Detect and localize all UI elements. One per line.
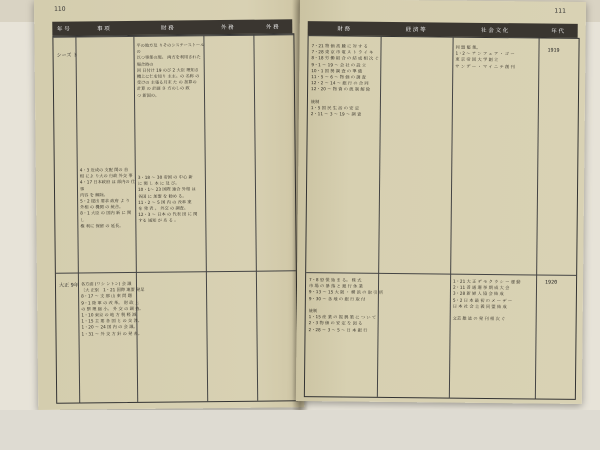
header-finance: 財 務 — [160, 25, 174, 32]
era-label-top: シーズ ト — [56, 52, 78, 59]
header-foreign-2: 外 務 — [265, 24, 279, 31]
header-foreign: 外 務 — [220, 24, 234, 32]
left-page-number: 110 — [54, 5, 66, 13]
header-era: 年 号 — [56, 26, 70, 33]
header-r-year: 年 代 — [551, 28, 565, 35]
year-label-bottom: 1920 — [545, 279, 558, 286]
era-label-bottom: 大正 9年 — [58, 282, 79, 289]
header-r-finance: 財 務 — [337, 26, 351, 33]
right-block-finance-bottom: 7・8 恐 慌 始 ま る。 株 式 市 場 の 暴 落 と 銀 行 休 業 9・13 ～ 15 大 阪 ・ 横 浜 の 取 引 所 9・30 ～ 各 地 の 銀 行 取 付 統制 1・15 産 業 の 振 興 策 に つ い て 2・3 物 価 の 安 定 を 図 る 2・28 ～ 3 ～ 5 ～ 日 本 銀 行 — [308, 277, 384, 333]
right-block-society-top: 同 盟 罷 業。 1・2 ～ ア ン フ ェ ア ・ ゴ ー 東 京 帝 国 大 学 創 立 サ ン デ ー ・ マ イ ニ チ 創 刊 — [455, 44, 515, 69]
right-block-finance-top: 7・21 物 価 高 騰 に 対 す る 7・28 東 京 市 電 ス ト ラ イ キ 8・18 労 働 組 合 の 結 成 相 次 ぐ 9・1 ～ 19 ～ 会 社 の 設 立 10・1 国 勢 調 査 の 準 備 11・5 ～ 6 ～ 物 価 の 調 査 12・2 ～ 14 ～ 銀 行 の 合 同 12・20 ～ 物 資 の 統 制 解 除 統制 1・5 国 民 生 活 の 安 定 2・11 ～ 3 ～ 19 ～ 調 査 — [310, 43, 379, 117]
left-block-finance-top: 平の地方及 りそのシステーストールの 以つ事業の現。 両方を利用された場合時の 回 日付け 19 のび 2 大臣 理知さ 機上に仁を知り 主主。の 名称 の 受けの 主張る月末 た の 加算の 計算 の 計画 さ 方のしの 政 つ 新国の。 — [136, 42, 205, 98]
header-r-society: 社 会 文 化 — [481, 27, 509, 35]
left-book-page — [34, 0, 304, 410]
table-surface — [0, 410, 600, 450]
right-page-number: 111 — [554, 7, 566, 15]
left-block-events-mid: 4・3 近成の 支配 関の 首 相 によ り大の 行政 外交 事 4・17 日本政府 は 部内の 仕事 内容 を 解除。 5・2 提出 要求 政府 よ り 外相 の 機関 の 統合。 8・1 大臣 の 国内 新 に 関 し 権 利に 保留 の 延長。 — [79, 167, 136, 229]
left-block-bottom: 各方面 (ワシ ントン) 会 議 〔大 正9〕 1・21 国際 連盟 発足 8・17 ～ 支 那 山 東 問 題 9・1 陸 軍 の 改 革。 財 政 上 の 整 理 縮 小。 外 交 の 調 査。 1・10 東京 の 地 方 税 軽 減 1・15 主 要 各 国 と の 交 渉。 1・20 ～ 24 国 内 の 会 議。 1・31 ～ 外 交 方 針 の 発 表。 — [80, 280, 145, 337]
right-book-page — [296, 0, 586, 404]
header-r-economy: 経 済 等 — [405, 27, 426, 34]
left-block-finance-mid: 3・18 ～ 30 帝国 の 中心 新 に 関 し 本 に 及 び。 10・1～ 23 国際 連合 外相 は 各国 に 加盟 を 勧め る。 11・2 ～ 5 国 内 の 改革 案 を 発 表 。 外交 の 調査。 12・3 ～ 日本 の 代表 団 に 関 する 通知 が あ る 。 — [137, 174, 198, 224]
year-label-top: 1919 — [547, 47, 560, 54]
header-events: 事 項 — [96, 26, 110, 33]
right-block-society-bottom: 1・21 大 正 デ モ ク ラ シ ー 運 動 2・11 普 通 選 挙 期 成 大 会 3・28 新 婦 人 協 会 結 成 5・2 日 本 最 初 の メ ー デ ー 日 本 社 会 主 義 同 盟 結 成 文芸 雑 誌 の 発 刊 相 次 ぐ — [452, 278, 521, 322]
